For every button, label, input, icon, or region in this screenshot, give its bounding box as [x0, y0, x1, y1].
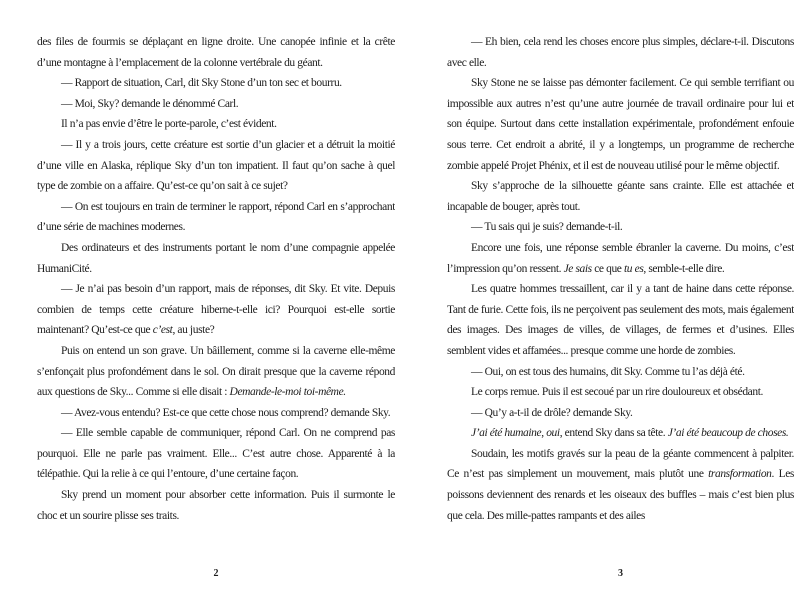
right-page-number: 3: [618, 568, 623, 579]
text-segment: des files de fourmis se déplaçant en ligne droite. Une canopée infinie et la crête d’une montagne à l’emplacement de la colonne vertébrale du géant.: [37, 36, 395, 69]
italic-text-segment: J’ai été beaucoup de choses.: [667, 427, 789, 440]
paragraph: [447, 32, 794, 73]
text-segment: — Qu’y a-t-il de drôle? demande Sky.: [471, 406, 633, 419]
paragraph: [37, 73, 395, 94]
paragraph: [447, 279, 794, 361]
left-page: [37, 32, 395, 608]
italic-text-segment: tu es: [624, 262, 644, 275]
text-segment: — Il y a trois jours, cette créature est sortie d’un glacier et a détruit la moitié d’une ville en Alaska, réplique Sky d’un ton impatient. Il faut qu’on sache à quel type de zombie on a affaire. Qu’est-ce qu’on sait à ce sujet?: [37, 138, 395, 193]
italic-text-segment: Je sais: [563, 262, 592, 275]
paragraph: [37, 197, 395, 238]
text-segment: , au juste?: [172, 324, 215, 337]
text-segment: Des ordinateurs et des instruments portant le nom d’une compagnie appelée HumaniCité.: [37, 241, 395, 275]
text-segment: ,: [541, 427, 547, 440]
text-segment: — Avez-vous entendu? Est-ce que cette chose nous comprend? demande Sky.: [61, 406, 391, 419]
paragraph: [37, 279, 395, 341]
italic-text-segment: J’ai été humaine: [471, 427, 542, 440]
right-page-text: [447, 32, 794, 526]
right-page: [447, 32, 794, 608]
text-segment: . Les poissons deviennent des renards et les oiseaux des buffles – mais c’est bien plus que cela. Des mille-pattes rampants et des ailes: [447, 468, 794, 522]
paragraph: [37, 485, 395, 526]
paragraph: [37, 94, 395, 115]
paragraph: [37, 135, 395, 197]
paragraph: [447, 238, 794, 279]
paragraph: [447, 362, 794, 383]
text-segment: — On est toujours en train de terminer le rapport, répond Carl en s’approchant d’une série de machines modernes.: [37, 200, 395, 234]
italic-text-segment: Demande-le-moi toi-même.: [229, 386, 346, 399]
left-page-number: 2: [213, 568, 219, 579]
italic-text-segment: transformation: [708, 468, 772, 481]
paragraph: [447, 176, 794, 217]
text-segment: Sky prend un moment pour absorber cette information. Puis il surmonte le choc et un sourire plisse ses traits.: [37, 489, 395, 522]
paragraph: [37, 423, 395, 485]
paragraph: [37, 341, 395, 403]
text-segment: — Oui, on est tous des humains, dit Sky. Comme tu l’as déjà été.: [471, 365, 745, 378]
text-segment: Les quatre hommes tressaillent, car il y a tant de haine dans cette réponse. Tant de furie. Cette fois, ils ne perçoivent pas seulement des mots, mais également des images. Des images de villes, de villages, de fermes et d’usines. Elles semblent vides et affamées... presque comme une horde de zombies.: [447, 283, 794, 357]
text-segment: Sky s’approche de la silhouette géante sans crainte. Elle est attachée et incapable de bouger, après tout.: [447, 180, 794, 213]
paragraph: [447, 423, 794, 444]
text-segment: — Eh bien, cela rend les choses encore plus simples, déclare-t-il. Discutons avec elle.: [447, 36, 794, 69]
italic-text-segment: oui: [546, 427, 560, 440]
text-segment: Il n’a pas envie d’être le porte-parole, c’est évident.: [61, 118, 277, 131]
text-segment: — Tu sais qui je suis? demande-t-il.: [471, 221, 623, 234]
paragraph: [447, 382, 794, 403]
text-segment: — Je n’ai pas besoin d’un rapport, mais de réponses, dit Sky. Et vite. Depuis combien de temps cette créature hiberne-t-elle ici? Pourquoi est-elle sortie maintenant? Qu’est-ce que: [37, 283, 395, 337]
paragraph: [37, 114, 395, 135]
text-segment: Sky Stone ne se laisse pas démonter facilement. Ce qui semble terrifiant ou impossible aux autres n’est qu’une autre journée de travail ordinaire pour lui et son équipe. Surtout dans cette installation expérimentale, profondément enfouie sous terre. Cet endroit a abrité, il y a longtemps, un programme de recherche zombie appelé Projet Phénix, et il est de nouveau utilisé pour le même objectif.: [447, 77, 794, 172]
paragraph: [447, 403, 794, 424]
paragraph: [447, 444, 794, 526]
paragraph: [447, 73, 794, 176]
left-page-text: [37, 32, 395, 526]
text-segment: Encore une fois, une réponse semble ébranler la caverne. Du moins, c’est l’impression qu’on ressent.: [447, 241, 794, 275]
paragraph: [447, 217, 794, 238]
text-segment: — Elle semble capable de communiquer, répond Carl. On ne comprend pas pourquoi. Elle ne parle pas vraiment. Elle... C’est autre chose. Apparenté à la télépathie. Qui la relie à ce qui l’entoure, d’une certaine façon.: [37, 427, 395, 481]
text-segment: , semble-t-elle dire.: [643, 262, 725, 275]
text-segment: Puis on entend un son grave. Un bâillement, comme si la caverne elle-même s’enfonçait plus profondément dans le sol. On dirait presque que la caverne répond aux questions de Sky... Comme si elle disait :: [37, 344, 395, 399]
text-segment: — Moi, Sky? demande le dénommé Carl.: [61, 97, 239, 110]
text-segment: Le corps remue. Puis il est secoué par un rire douloureux et obsédant.: [471, 386, 763, 399]
text-segment: — Rapport de situation, Carl, dit Sky Stone d’un ton sec et bourru.: [61, 77, 342, 90]
text-segment: , entend Sky dans sa tête.: [559, 427, 668, 440]
text-segment: Soudain, les motifs gravés sur la peau de la géante commencent à palpiter. Ce n’est pas simplement un mouvement, mais plutôt une: [447, 447, 794, 481]
text-segment: ce que: [591, 262, 624, 275]
paragraph: [37, 32, 395, 73]
italic-text-segment: c’est: [152, 324, 173, 337]
paragraph: [37, 238, 395, 279]
paragraph: [37, 403, 395, 424]
